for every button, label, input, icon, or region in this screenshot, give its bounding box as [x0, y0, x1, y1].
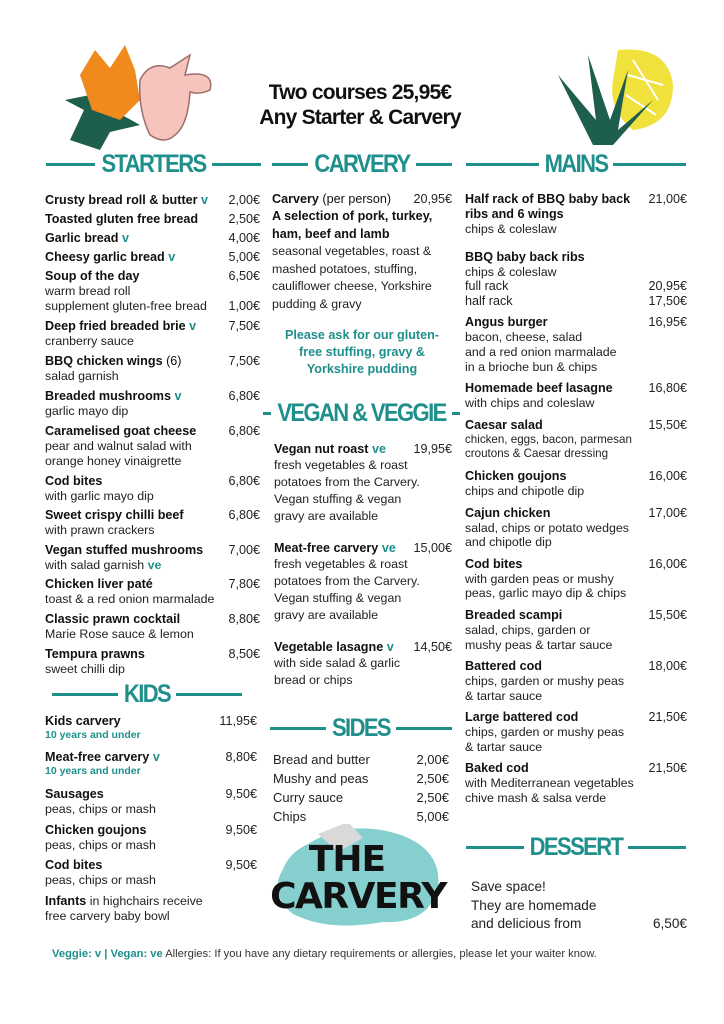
vegan-tag: ve [147, 557, 162, 572]
item-price: 16,80€ [648, 381, 687, 396]
animal-illustration [40, 40, 220, 150]
item-price: 18,00€ [648, 659, 687, 674]
footer-note [52, 948, 597, 960]
item-description: fresh vegetables & roast [274, 557, 408, 571]
item-price: 21,50€ [648, 710, 687, 725]
item-description: in highchairs receive [89, 893, 203, 908]
menu-item [45, 354, 260, 384]
item-price: 20,95€ [413, 192, 452, 206]
vegan-tag: ve [371, 442, 386, 456]
item-name: Crusty bread roll & butter [45, 193, 198, 207]
menu-item [465, 761, 687, 805]
portion-label: half rack [465, 293, 513, 308]
item-description: bread or chips [274, 673, 353, 687]
mains-list [465, 192, 687, 806]
item-price: 17,00€ [648, 505, 687, 520]
item-price: 20,95€ [648, 279, 687, 294]
menu-item [45, 612, 260, 642]
carvery-selection: A selection of pork, turkey, [272, 209, 433, 223]
item-name: Large battered cod [465, 710, 579, 725]
item-price: 6,50€ [652, 916, 687, 931]
veggie-legend: Veggie: v [52, 948, 102, 960]
item-name: Vegan stuffed mushrooms [45, 542, 204, 557]
item-name: Toasted gluten free bread [45, 212, 199, 226]
item-price: 5,00€ [228, 250, 260, 264]
item-name: Garlic bread [45, 231, 119, 245]
vegetarian-tag: v [152, 750, 160, 764]
item-name: BBQ chicken wings [45, 354, 163, 369]
item-price: 15,00€ [413, 541, 452, 555]
item-description: chips, garden or mushy peas [465, 725, 625, 740]
menu-item [45, 508, 260, 538]
item-price: 5,00€ [416, 809, 449, 824]
sides-list [273, 750, 449, 826]
item-description: chive mash & salsa verde [465, 791, 607, 806]
menu-item [45, 193, 260, 208]
item-name: Angus burger [465, 315, 548, 330]
item-price: 9,50€ [225, 858, 257, 873]
item-description: toast & a red onion marmalade [45, 592, 215, 607]
item-price: 7,80€ [228, 577, 260, 592]
item-price: 7,50€ [228, 354, 260, 369]
item-description: chicken, eggs, bacon, parmesan [465, 432, 632, 446]
item-description: warm bread roll [45, 284, 131, 298]
item-description: with Mediterranean vegetables [465, 776, 634, 791]
menu-item [45, 231, 260, 246]
menu-item [465, 659, 687, 703]
menu-item [45, 647, 260, 677]
item-name: Classic prawn cocktail [45, 611, 181, 626]
item-price: 17,50€ [648, 293, 687, 308]
vegan-tag: ve [381, 541, 396, 555]
menu-item [45, 823, 257, 853]
item-description: gravy are available [274, 509, 379, 523]
section-header-dessert [466, 834, 686, 860]
item-description: bacon, cheese, salad [465, 330, 583, 345]
logo-line: THE [308, 839, 386, 880]
cow-icon [140, 55, 211, 140]
plant-illustration [538, 40, 688, 150]
item-description: & tartar sauce [465, 688, 543, 703]
menu-item [45, 750, 257, 778]
section-header-sides [270, 715, 452, 741]
menu-item [45, 424, 260, 468]
side-item [273, 750, 449, 769]
item-name: Sweet crispy chilli beef [45, 508, 184, 523]
carvery-block [272, 192, 452, 378]
item-description: with side salad & garlic [274, 656, 401, 670]
menu-item [465, 418, 687, 462]
section-title: VEGAN & VEGGIE [277, 398, 446, 427]
vegetarian-tag: v [174, 388, 182, 403]
item-description: salad garnish [45, 369, 119, 384]
item-name: Chicken goujons [45, 822, 147, 837]
gluten-free-note [272, 327, 452, 378]
item-name: Homemade beef lasagne [465, 381, 613, 396]
vegan-legend: Vegan: ve [110, 948, 163, 960]
item-description: Vegan stuffing & vegan [274, 591, 402, 605]
item-name: Carvery [272, 192, 319, 206]
menu-item [465, 192, 687, 237]
item-quantity: (6) [166, 354, 182, 369]
item-name: Cheesy garlic bread [45, 250, 165, 264]
item-price: 8,80€ [228, 611, 260, 626]
item-description: salad, chips or potato wedges [465, 520, 629, 535]
item-price: 11,95€ [219, 714, 257, 728]
item-name: Cod bites [45, 858, 103, 873]
menu-item [45, 858, 257, 888]
item-price: 2,00€ [416, 752, 449, 767]
starters-list [45, 193, 260, 676]
item-name: Battered cod [465, 659, 542, 674]
menu-item [274, 640, 452, 689]
item-description: orange honey vinaigrette [45, 453, 182, 468]
item-description: with salad garnish [45, 557, 145, 572]
menu-item [465, 381, 687, 411]
menu-item [274, 442, 452, 525]
item-price: 2,00€ [228, 193, 260, 207]
item-name: Caesar salad [465, 417, 543, 432]
item-name: Curry sauce [273, 790, 344, 805]
item-name: Meat-free carvery [45, 750, 150, 764]
item-name: Mushy and peas [273, 771, 369, 786]
vegetarian-tag: v [168, 250, 176, 264]
item-name: Soup of the day [45, 269, 140, 283]
item-extra: supplement gluten-free bread [45, 298, 207, 313]
item-description: peas, chips or mash [45, 802, 156, 816]
item-name: Half rack of BBQ baby back [465, 192, 631, 206]
item-name: Cod bites [45, 473, 103, 488]
menu-item [45, 269, 260, 314]
side-item [273, 788, 449, 807]
item-description: peas, garlic mayo dip & chips [465, 586, 627, 601]
item-description: in a brioche bun & chips [465, 359, 598, 374]
allergy-notice: Allergies: If you have any dietary requirements or allergies, please let your waiter know. [165, 948, 597, 960]
item-description: cauliflower cheese, Yorkshire [272, 279, 432, 293]
item-price: 6,80€ [228, 388, 260, 403]
item-price: 16,00€ [648, 556, 687, 571]
item-description: pudding & gravy [272, 296, 362, 311]
promo-price: Two courses 25,95€ [268, 81, 452, 104]
item-description: garlic mayo dip [45, 403, 129, 418]
menu-item [45, 389, 260, 419]
item-name: Vegan nut roast [274, 442, 369, 456]
dessert-line: They are homemade [471, 897, 597, 913]
item-price: 2,50€ [416, 790, 449, 805]
item-extra-price: 1,00€ [228, 298, 260, 313]
age-note: 10 years and under [45, 729, 141, 741]
item-price: 9,50€ [225, 822, 257, 837]
item-description: and chipotle dip [465, 535, 552, 550]
item-name: Kids carvery [45, 714, 121, 728]
menu-item [45, 577, 260, 607]
item-price: 8,80€ [225, 750, 257, 764]
section-title: SIDES [331, 713, 391, 742]
menu-item [45, 787, 257, 817]
item-name: Chicken liver paté [45, 577, 153, 592]
item-name: Bread and butter [273, 752, 370, 767]
item-name: Infants [45, 893, 87, 908]
section-title: STARTERS [101, 149, 206, 178]
section-title: MAINS [544, 149, 608, 178]
vegetarian-tag: v [122, 231, 130, 245]
item-description: & tartar sauce [465, 739, 543, 754]
item-description: sweet chilli dip [45, 661, 125, 676]
item-name: Cod bites [465, 556, 523, 571]
item-name: Breaded scampi [465, 607, 563, 622]
item-price: 15,50€ [648, 607, 687, 622]
item-name: Vegetable lasagne [274, 640, 384, 654]
section-header-starters [46, 151, 261, 177]
promo-banner [215, 80, 505, 130]
price-basis: (per person) [322, 192, 392, 206]
logo-line: CARVERY [270, 876, 446, 917]
item-name: Deep fried breaded brie [45, 318, 186, 333]
menu-item [45, 212, 260, 227]
menu-item [45, 474, 260, 504]
section-header-kids [52, 681, 242, 707]
section-title: CARVERY [314, 149, 410, 178]
menu-item [45, 543, 260, 573]
portion-label: full rack [465, 279, 509, 294]
item-description: mashed potatoes, stuffing, [272, 261, 418, 276]
item-name: Baked cod [465, 761, 529, 776]
item-description: peas, chips or mash [45, 873, 156, 888]
menu-item [465, 557, 687, 601]
item-name: Sausages [45, 787, 104, 801]
kids-list [45, 714, 257, 923]
item-price: 2,50€ [228, 212, 260, 226]
item-price: 6,50€ [228, 269, 260, 283]
item-price: 2,50€ [416, 771, 449, 786]
section-header-carvery [272, 151, 452, 177]
item-description: croutons & Caesar dressing [465, 447, 609, 461]
vegan-list [274, 442, 452, 689]
menu-item [465, 608, 687, 652]
vegetarian-tag: v [386, 640, 394, 654]
item-name: ribs and 6 wings [465, 207, 564, 221]
carvery-logo [268, 839, 448, 917]
item-description: seasonal vegetables, roast & [272, 244, 432, 258]
item-price: 21,50€ [648, 761, 687, 776]
item-description: chips & coleslaw [465, 264, 557, 279]
item-description: pear and walnut salad with [45, 439, 192, 454]
section-header-vegan [270, 400, 453, 426]
menu-item [45, 319, 260, 349]
menu-item [274, 541, 452, 624]
item-description: potatoes from the Carvery. [274, 475, 420, 489]
item-price: 8,50€ [228, 646, 260, 661]
item-description: with garlic mayo dip [45, 488, 154, 503]
note-line: Please ask for our gluten- [285, 328, 439, 342]
item-name: Chicken goujons [465, 468, 567, 483]
item-name: Chips [273, 809, 307, 824]
menu-item [465, 469, 687, 499]
side-item [273, 769, 449, 788]
carvery-selection: ham, beef and lamb [272, 227, 390, 241]
item-description: mushy peas & tartar sauce [465, 637, 613, 652]
item-description: cranberry sauce [45, 333, 134, 348]
item-price: 7,00€ [228, 542, 260, 557]
menu-item [465, 506, 687, 550]
promo-subtitle: Any Starter & Carvery [259, 106, 461, 129]
menu-item [465, 250, 687, 309]
menu-item [465, 710, 687, 754]
item-description: with garden peas or mushy [465, 571, 614, 586]
item-price: 6,80€ [228, 424, 260, 439]
dessert-line: and delicious from [471, 916, 582, 931]
item-description: Marie Rose sauce & lemon [45, 626, 194, 641]
item-description: and a red onion marmalade [465, 344, 617, 359]
note-line: Yorkshire pudding [306, 362, 418, 376]
item-price: 9,50€ [225, 787, 257, 801]
item-name: Cajun chicken [465, 505, 551, 520]
item-price: 16,00€ [648, 468, 687, 483]
dessert-line: Save space! [471, 879, 546, 894]
item-price: 21,00€ [648, 192, 687, 206]
item-description: with prawn crackers [45, 523, 155, 538]
menu-item [45, 714, 257, 742]
item-description: gravy are available [274, 608, 379, 622]
vegetarian-tag: v [201, 193, 209, 207]
item-price: 6,80€ [228, 473, 260, 488]
section-title: KIDS [123, 679, 171, 708]
age-note: 10 years and under [45, 765, 141, 777]
item-price: 15,50€ [648, 417, 687, 432]
item-price: 6,80€ [228, 508, 260, 523]
item-description: with chips and coleslaw [465, 396, 595, 411]
item-description: potatoes from the Carvery. [274, 574, 420, 588]
item-price: 14,50€ [413, 640, 452, 654]
item-price: 19,95€ [413, 442, 452, 456]
menu-item [45, 894, 257, 924]
section-header-mains [466, 151, 686, 177]
menu-item [45, 250, 260, 265]
item-description: salad, chips, garden or [465, 622, 591, 637]
item-description: Vegan stuffing & vegan [274, 492, 402, 506]
note-line: free stuffing, gravy & [299, 345, 425, 359]
item-description: peas, chips or mash [45, 837, 156, 852]
item-description: chips and chipotle dip [465, 483, 585, 498]
dessert-block [471, 878, 687, 934]
item-price: 16,95€ [648, 315, 687, 330]
item-price: 7,50€ [228, 318, 260, 333]
item-description: free carvery baby bowl [45, 908, 170, 923]
item-description: chips, garden or mushy peas [465, 674, 625, 689]
item-description: fresh vegetables & roast [274, 458, 408, 472]
legend-separator: | [104, 948, 108, 960]
item-name: Tempura prawns [45, 646, 145, 661]
item-description: chips & coleslaw [465, 222, 557, 236]
menu-item [465, 315, 687, 374]
item-name: Meat-free carvery [274, 541, 379, 555]
item-name: Caramelised goat cheese [45, 424, 197, 439]
item-price: 4,00€ [228, 231, 260, 245]
item-name: Breaded mushrooms [45, 388, 171, 403]
item-name: BBQ baby back ribs [465, 249, 585, 264]
vegetarian-tag: v [189, 318, 197, 333]
section-title: DESSERT [529, 832, 623, 861]
